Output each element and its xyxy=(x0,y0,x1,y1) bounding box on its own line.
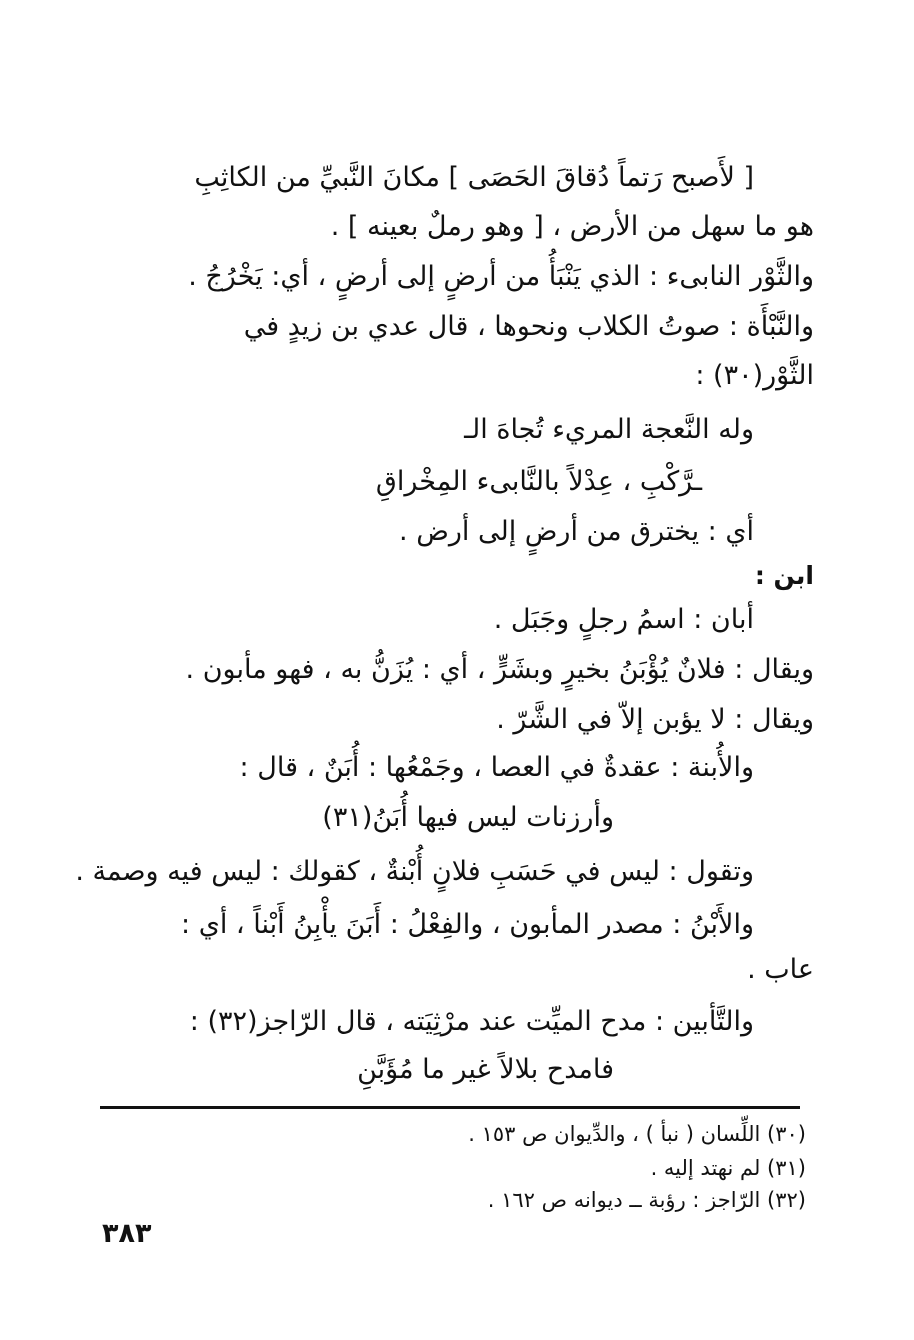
page-number: ٣٨٣ xyxy=(102,1218,152,1249)
body-line: والثَّوْر النابىء : الذي يَنْبَأُ من أرضٍ إلى أرضٍ ، أي: يَخْرُجُ . xyxy=(188,261,814,292)
body-line: ويقال : فلانٌ يُؤْبَنُ بخيرٍ وبشَرٍّ ، أي : يُزَنُّ به ، فهو مأبون . xyxy=(185,654,814,685)
body-line: الثَّوْر(٣٠) : xyxy=(695,360,814,391)
body-line: والأَبْنُ : مصدر المأبون ، والفِعْلُ : أَبَنَ يأْبِنُ أَبْناً ، أي : xyxy=(181,909,754,940)
body-line: وتقول : ليس في حَسَبِ فلانٍ أُبْنةٌ ، كقولك : ليس فيه وصمة . xyxy=(75,856,754,887)
footnote: (٣١) لم نهتد إليه . xyxy=(650,1156,806,1180)
body-line: والنَّبْأَة : صوتُ الكلاب ونحوها ، قال عدي بن زيدٍ في xyxy=(243,311,814,342)
body-line: عاب . xyxy=(747,954,814,985)
body-line: والتَّأبين : مدح الميِّت عند مرْثِيَته ، قال الرّاجز(٣٢) : xyxy=(189,1006,754,1037)
verse-line: ـرَّكْبِ ، عِدْلاً بالنَّابىء المِخْراقِ xyxy=(375,466,702,497)
entry-heading: ابن : xyxy=(754,561,814,590)
verse-line: وأرزنات ليس فيها أُبَنُ(٣١) xyxy=(322,802,614,833)
body-line: أبان : اسمُ رجلٍ وجَبَل . xyxy=(493,604,754,635)
body-line: والأُبنة : عقدةٌ في العصا ، وجَمْعُها : أُبَنٌ ، قال : xyxy=(239,752,754,783)
body-line: هو ما سهل من الأرض ، [ وهو رملٌ بعينه ] . xyxy=(330,211,814,242)
verse-line: فامدح بلالاً غير ما مُؤَبَّنِ xyxy=(357,1054,614,1085)
verse-line: وله النَّعجة المريء تُجاهَ الـ xyxy=(464,414,754,445)
body-line: [ لأَصبح رَتماً دُقاقَ الحَصَى ] مكانَ النَّبيِّ من الكاثِبِ xyxy=(194,162,754,193)
footnote: (٣٠) اللِّسان ( نبأ ) ، والدِّيوان ص ١٥٣ . xyxy=(468,1122,806,1146)
body-line: أي : يخترق من أرضٍ إلى أرض . xyxy=(399,516,754,547)
footnote-separator xyxy=(100,1106,800,1109)
body-line: ويقال : لا يؤبن إلاّ في الشَّرّ . xyxy=(496,704,814,735)
footnote: (٣٢) الرّاجز : رؤبة ــ ديوانه ص ١٦٢ . xyxy=(487,1188,806,1212)
